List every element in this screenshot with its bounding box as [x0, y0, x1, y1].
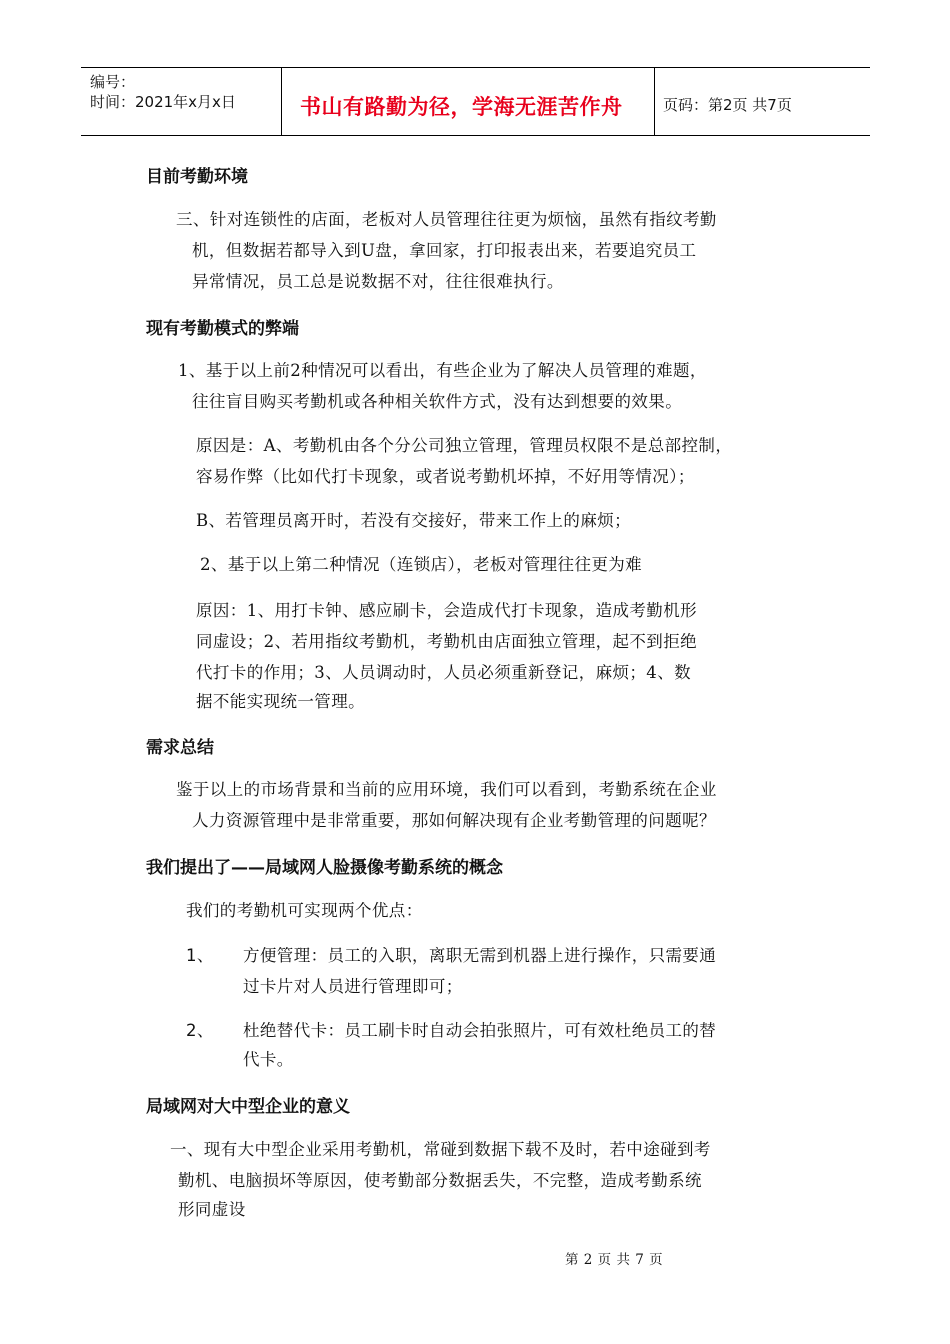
header-bottom-rule — [81, 135, 870, 136]
paragraph-line: 形同虚设 — [178, 1200, 246, 1219]
paragraph-line: 往往盲目购买考勤机或各种相关软件方式，没有达到想要的效果。 — [192, 392, 683, 411]
paragraph-line: 一、现有大中型企业采用考勤机，常碰到数据下载不及时，若中途碰到考 — [170, 1140, 711, 1159]
header-motto: 书山有路勤为径，学海无涯苦作舟 — [300, 95, 623, 119]
heading-drawbacks: 现有考勤模式的弊端 — [146, 319, 299, 339]
header-date-label: 时间：2021年x月x日 — [90, 93, 236, 111]
paragraph-line: 异常情况，员工总是说数据不对，往往很难执行。 — [192, 272, 564, 291]
paragraph-line: 原因是：A、考勤机由各个分公司独立管理，管理员权限不是总部控制， — [196, 436, 733, 455]
heading-summary: 需求总结 — [146, 738, 214, 758]
paragraph-line: 代打卡的作用；3、人员调动时，人员必须重新登记，麻烦；4、数 — [196, 663, 691, 682]
header-divider-left — [281, 67, 282, 135]
paragraph-line: 勤机、电脑损坏等原因，使考勤部分数据丢失，不完整，造成考勤系统 — [178, 1171, 702, 1190]
list-item-line: 代卡。 — [243, 1050, 294, 1069]
list-item-line: 过卡片对人员进行管理即可； — [243, 977, 463, 996]
paragraph-line: 原因：1、用打卡钟、感应刷卡，会造成代打卡现象，造成考勤机形 — [196, 601, 697, 620]
footer-page-number: 第 2 页 共 7 页 — [565, 1252, 664, 1268]
paragraph-line: B、若管理员离开时，若没有交接好，带来工作上的麻烦； — [196, 511, 632, 530]
paragraph-line: 2、基于以上第二种情况（连锁店），老板对管理往往更为难 — [200, 555, 643, 574]
paragraph-line: 三、针对连锁性的店面，老板对人员管理往往更为烦恼，虽然有指纹考勤 — [176, 210, 717, 229]
header-number-label: 编号： — [90, 73, 136, 91]
paragraph-line: 据不能实现统一管理。 — [196, 692, 365, 711]
list-item-line: 杜绝替代卡：员工刷卡时自动会拍张照片，可有效杜绝员工的替 — [243, 1021, 717, 1040]
paragraph-line: 1、基于以上前2种情况可以看出，有些企业为了解决人员管理的难题， — [178, 361, 707, 380]
heading-significance: 局域网对大中型企业的意义 — [146, 1097, 350, 1117]
header-top-rule — [81, 67, 870, 68]
list-item-number: 2、 — [186, 1021, 214, 1040]
header-divider-right — [654, 67, 655, 135]
paragraph-line: 鉴于以上的市场背景和当前的应用环境，我们可以看到，考勤系统在企业 — [176, 780, 717, 799]
heading-concept: 我们提出了——局域网人脸摄像考勤系统的概念 — [146, 858, 503, 878]
heading-current-environment: 目前考勤环境 — [146, 167, 248, 187]
paragraph-line: 同虚设；2、若用指纹考勤机，考勤机由店面独立管理，起不到拒绝 — [196, 632, 697, 651]
paragraph-line: 人力资源管理中是非常重要，那如何解决现有企业考勤管理的问题呢？ — [192, 811, 716, 830]
paragraph-line: 容易作弊（比如代打卡现象，或者说考勤机坏掉，不好用等情况）； — [196, 467, 695, 486]
list-item-number: 1、 — [186, 946, 214, 965]
paragraph-line: 机，但数据若都导入到U盘，拿回家，打印报表出来，若要追究员工 — [192, 241, 697, 260]
header-page-label: 页码：第2页 共7页 — [663, 96, 792, 114]
list-item-line: 方便管理：员工的入职，离职无需到机器上进行操作，只需要通 — [243, 946, 717, 965]
paragraph-line: 我们的考勤机可实现两个优点： — [186, 901, 423, 920]
